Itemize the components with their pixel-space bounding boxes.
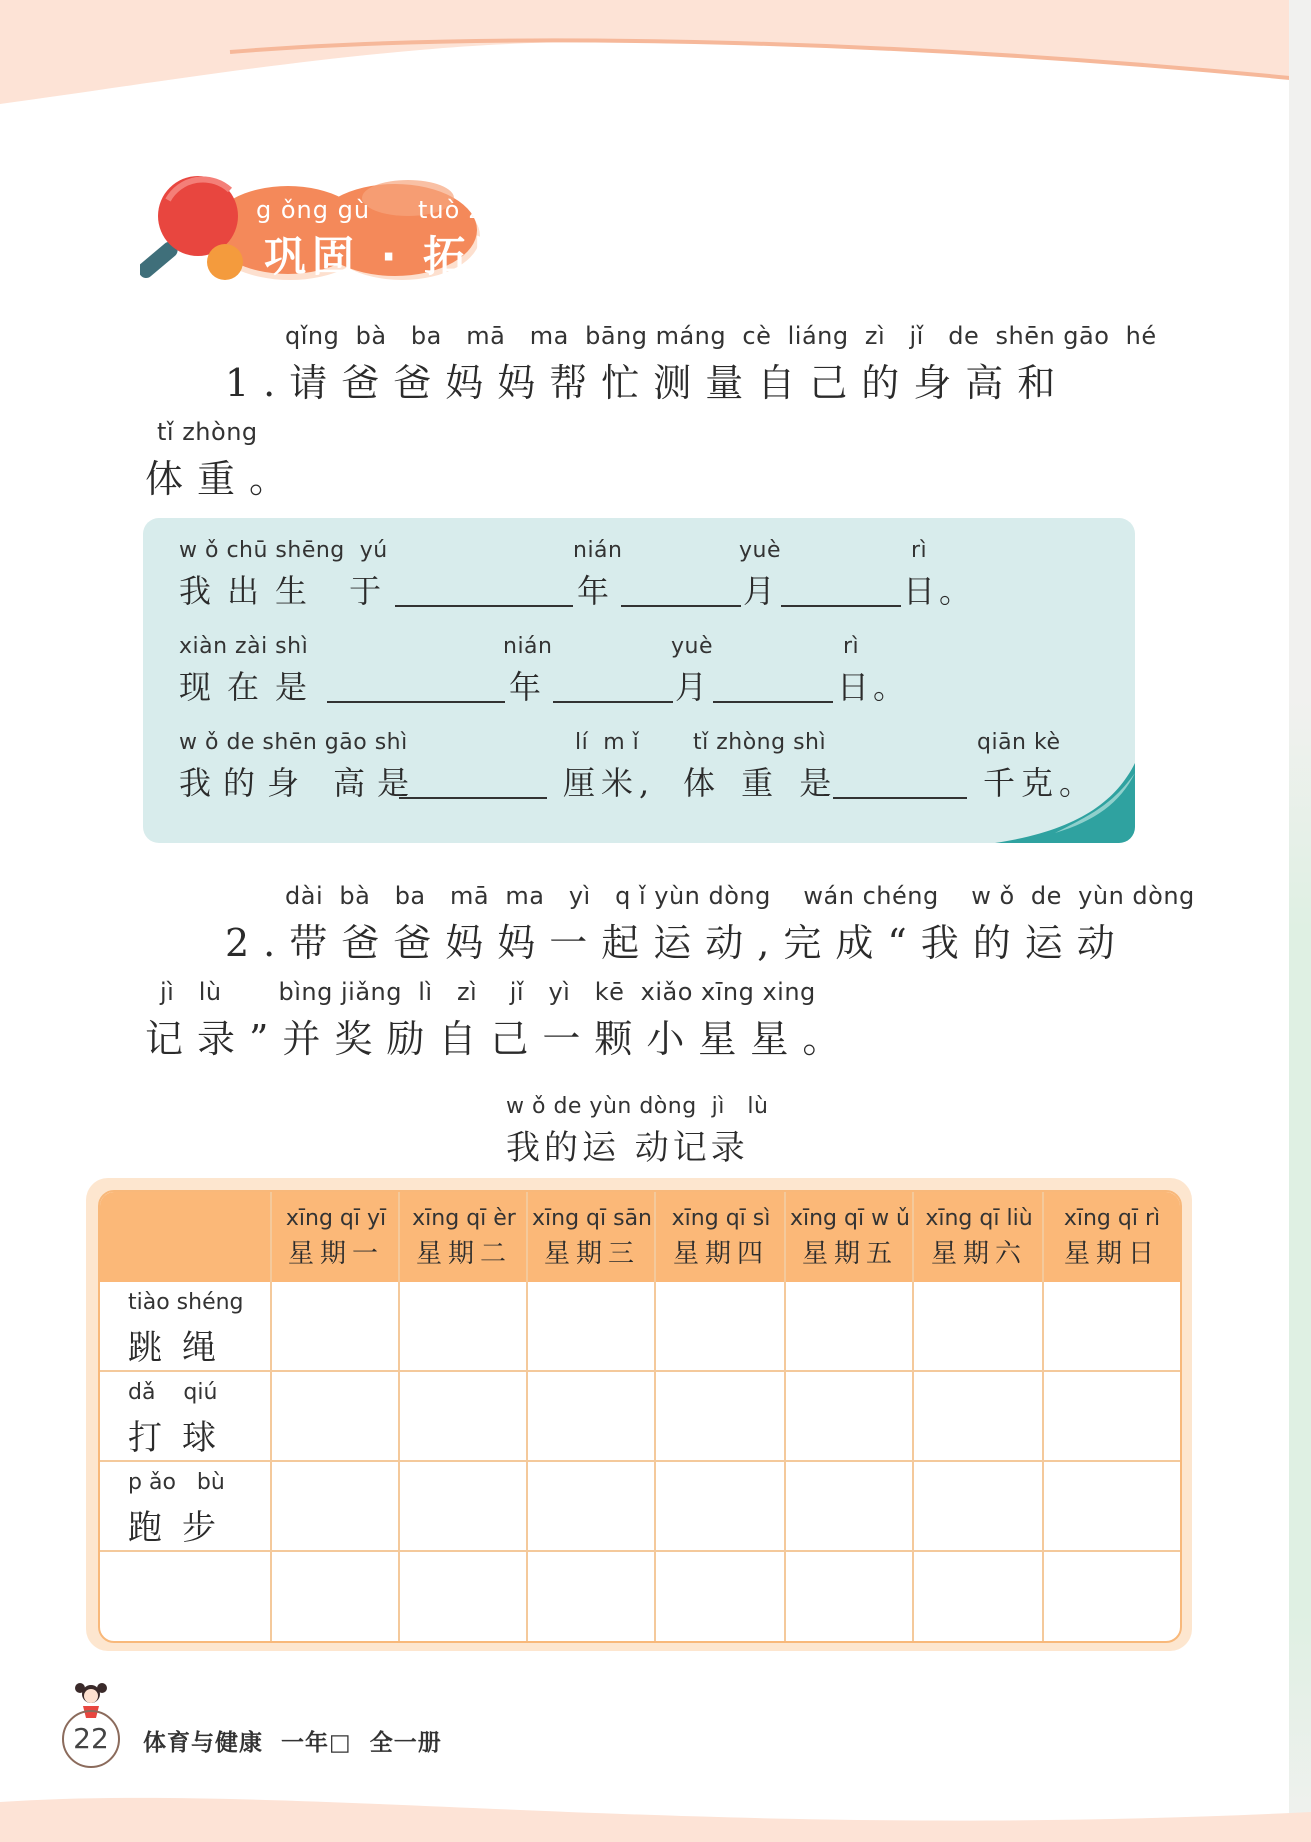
info-row3-qianke-pinyin: qiān kè [977, 730, 1061, 755]
col-tuesday [400, 1192, 528, 1282]
grid-line [398, 1192, 400, 1641]
col-label: 星期日 [1063, 1239, 1160, 1269]
info-row1-nian: 年 [577, 572, 624, 610]
info-row3-limi: 厘米, [563, 764, 656, 802]
col-label: 星期五 [801, 1239, 898, 1269]
page-edge-strip-green [1289, 700, 1311, 1842]
table-header-row [100, 1192, 1180, 1282]
record-title-pinyin: w ǒ de yùn dòng jì lù [506, 1094, 769, 1119]
row-running [100, 1462, 270, 1550]
q2-text-line1: 2.带爸爸妈妈一起运动,完成“我的运动 [225, 921, 1129, 965]
info-row1-text: 我出生 于 [179, 572, 398, 610]
q1-text-line1: 1.请爸爸妈妈帮忙测量自己的身高和 [225, 361, 1070, 405]
birth-year-blank[interactable] [395, 604, 573, 607]
row-jump-rope [100, 1282, 270, 1370]
info-row3-tizhong-pinyin: tǐ zhòng shì [693, 730, 827, 755]
weight-blank[interactable] [833, 796, 967, 799]
col-pinyin: xīng qī w ǔ [789, 1206, 911, 1231]
info-row2-pinyin: xiàn zài shì [179, 634, 309, 659]
row-label-text: 打球 [128, 1418, 236, 1458]
grid-line [784, 1192, 786, 1641]
grid-line [1042, 1192, 1044, 1641]
col-label: 星期三 [543, 1239, 640, 1269]
info-row2-ri-pinyin: rì [843, 634, 860, 659]
q2-pinyin-line2: jì lù bìng jiǎng lì zì jǐ yì kē xiǎo xīng xing [160, 978, 816, 1006]
col-saturday [914, 1192, 1044, 1282]
q2-pinyin-line1: dài bà ba mā ma yì q ǐ yùn dòng wán chéng w ǒ de yùn dòng [285, 882, 1195, 910]
col-thursday [656, 1192, 786, 1282]
row-pinyin: dǎ qiú [128, 1380, 218, 1405]
info-row2-nian-pinyin: nián [503, 634, 553, 659]
grid-line [270, 1192, 272, 1641]
col-label: 星期六 [930, 1239, 1027, 1269]
row-play-ball [100, 1372, 270, 1460]
section-header [140, 170, 560, 300]
personal-info-box [143, 518, 1135, 843]
height-blank[interactable] [399, 796, 547, 799]
info-row3-text: 我的身 高是 [179, 764, 422, 802]
info-row2-nian: 年 [509, 668, 556, 706]
col-label: 星期二 [415, 1239, 512, 1269]
col-label: 星期四 [672, 1239, 769, 1269]
info-row3-qianke: 千克。 [983, 764, 1098, 802]
q2-text-line2: 记录”并奖励自己一颗小星星。 [145, 1017, 855, 1061]
col-pinyin: xīng qī èr [412, 1206, 516, 1231]
info-row1-yue-pinyin: yuè [739, 538, 781, 563]
birth-day-blank[interactable] [781, 604, 901, 607]
current-year-blank[interactable] [327, 700, 505, 703]
header-title: 巩固 · 拓展 [264, 232, 520, 281]
info-row2-ri: 日。 [837, 668, 910, 706]
q1-pinyin-line2: tǐ zhòng [157, 418, 258, 446]
header-pinyin-right: tuò zh ǎn [418, 196, 540, 224]
current-month-blank[interactable] [553, 700, 673, 703]
col-monday [272, 1192, 400, 1282]
info-row1-nian-pinyin: nián [573, 538, 623, 563]
info-row1-pinyin: w ǒ chū shēng yú [179, 538, 388, 563]
info-row2-yue: 月 [675, 668, 722, 706]
col-sunday [1044, 1192, 1180, 1282]
top-decor-band [0, 0, 1311, 110]
col-label: 星期一 [287, 1239, 384, 1269]
page-number: 22 [73, 1722, 109, 1755]
q1-text-line2: 体重。 [145, 457, 302, 501]
info-row3-tizhong: 体 重 是 [683, 764, 840, 802]
grid-line [654, 1192, 656, 1641]
row-pinyin: p ǎo bù [128, 1470, 225, 1495]
grid-line [912, 1192, 914, 1641]
info-row2-yue-pinyin: yuè [671, 634, 713, 659]
col-wednesday [528, 1192, 656, 1282]
grid-line [526, 1192, 528, 1641]
col-friday [786, 1192, 914, 1282]
bottom-decor-band [0, 1752, 1311, 1842]
info-row3-limi-pinyin: lí m ǐ [575, 730, 640, 755]
col-pinyin: xīng qī yī [285, 1206, 387, 1231]
table-body [98, 1190, 1182, 1643]
row-custom[interactable] [100, 1552, 270, 1640]
col-pinyin: xīng qī rì [1063, 1206, 1161, 1231]
page-curl-decor [995, 763, 1135, 843]
current-day-blank[interactable] [713, 700, 833, 703]
birth-month-blank[interactable] [621, 604, 741, 607]
col-pinyin: xīng qī sì [671, 1206, 771, 1231]
info-row1-ri: 日。 [903, 572, 976, 610]
info-row3-pinyin: w ǒ de shēn gāo shì [179, 730, 408, 755]
info-row1-yue: 月 [743, 572, 790, 610]
exercise-record-table [86, 1178, 1192, 1651]
book-title: 体育与健康 一年□ 全一册 [143, 1730, 442, 1756]
info-row2-text: 现在是 [179, 668, 324, 706]
row-label-text: 跳绳 [128, 1328, 236, 1368]
col-pinyin: xīng qī liù [925, 1206, 1033, 1231]
col-pinyin: xīng qī sān [532, 1206, 652, 1231]
row-label-text: 跑步 [128, 1508, 236, 1548]
info-row1-ri-pinyin: rì [911, 538, 928, 563]
q1-pinyin-line1: qǐng bà ba mā ma bāng máng cè liáng zì jǐ de shēn gāo hé [285, 322, 1157, 350]
header-pinyin-left: g ǒng gù [256, 196, 371, 224]
record-title: 我的运 动记录 [506, 1128, 749, 1168]
row-pinyin: tiào shéng [128, 1290, 244, 1315]
